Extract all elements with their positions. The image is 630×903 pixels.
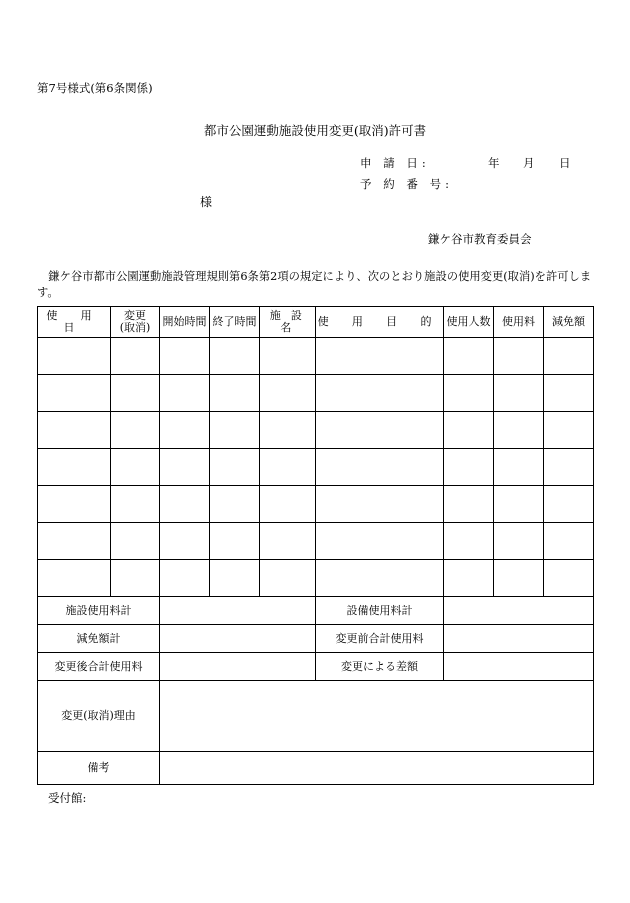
reduction-cell[interactable] <box>544 523 594 560</box>
start-time-cell[interactable] <box>160 486 210 523</box>
reduction-total-value[interactable] <box>160 625 316 653</box>
start-time-cell[interactable] <box>160 412 210 449</box>
facility-fee-total-label: 施設使用料計 <box>38 597 160 625</box>
use-date-cell[interactable] <box>38 486 111 523</box>
remarks-value[interactable] <box>160 752 594 785</box>
header-reduction: 減免額 <box>544 307 594 338</box>
end-time-cell[interactable] <box>210 486 260 523</box>
difference-value[interactable] <box>444 653 594 681</box>
header-fee: 使用料 <box>494 307 544 338</box>
change-cell[interactable] <box>111 338 160 375</box>
reduction-cell[interactable] <box>544 412 594 449</box>
table-row <box>38 375 594 412</box>
reduction-cell[interactable] <box>544 486 594 523</box>
facility-name-cell[interactable] <box>260 412 316 449</box>
use-date-cell[interactable] <box>38 449 111 486</box>
summary-row-facility-fee <box>38 597 594 625</box>
use-date-cell[interactable] <box>38 338 111 375</box>
end-time-cell[interactable] <box>210 523 260 560</box>
reason-row <box>38 681 594 752</box>
header-headcount: 使用人数 <box>444 307 494 338</box>
end-time-cell[interactable] <box>210 338 260 375</box>
usage-table <box>37 306 594 785</box>
reason-label: 変更(取消)理由 <box>38 681 160 752</box>
purpose-cell[interactable] <box>316 486 444 523</box>
reduction-cell[interactable] <box>544 449 594 486</box>
use-date-cell[interactable] <box>38 375 111 412</box>
form-number: 第7号様式(第6条関係) <box>37 81 153 95</box>
headcount-cell[interactable] <box>444 449 494 486</box>
before-change-total-value[interactable] <box>444 625 594 653</box>
header-start-time: 開始時間 <box>160 307 210 338</box>
equipment-fee-total-value[interactable] <box>444 597 594 625</box>
permission-statement: 鎌ケ谷市都市公園運動施設管理規則第6条第2項の規定により、次のとおり施設の使用変更(取消)を許可します。 <box>37 270 592 299</box>
change-cell[interactable] <box>111 523 160 560</box>
header-end-time: 終了時間 <box>210 307 260 338</box>
reduction-cell[interactable] <box>544 375 594 412</box>
start-time-cell[interactable] <box>160 449 210 486</box>
table-row <box>38 560 594 597</box>
issuer-name: 鎌ケ谷市教育委員会 <box>428 232 532 246</box>
fee-cell[interactable] <box>494 560 544 597</box>
change-cell[interactable] <box>111 412 160 449</box>
reduction-cell[interactable] <box>544 338 594 375</box>
change-cell[interactable] <box>111 375 160 412</box>
headcount-cell[interactable] <box>444 486 494 523</box>
use-date-cell[interactable] <box>38 412 111 449</box>
day-unit-label: 日 <box>559 156 571 170</box>
addressee-honorific: 様 <box>200 195 213 209</box>
purpose-cell[interactable] <box>316 338 444 375</box>
fee-cell[interactable] <box>494 486 544 523</box>
table-row <box>38 338 594 375</box>
before-change-total-label: 変更前合計使用料 <box>316 625 444 653</box>
table-header-row <box>38 307 594 338</box>
facility-name-cell[interactable] <box>260 449 316 486</box>
facility-fee-total-value[interactable] <box>160 597 316 625</box>
headcount-cell[interactable] <box>444 523 494 560</box>
header-facility-name: 施 設 名 <box>260 307 316 338</box>
change-cell[interactable] <box>111 449 160 486</box>
facility-name-cell[interactable] <box>260 375 316 412</box>
fee-cell[interactable] <box>494 412 544 449</box>
change-cell[interactable] <box>111 486 160 523</box>
header-change: 変更 (取消) <box>111 307 160 338</box>
year-unit-label: 年 <box>488 156 500 170</box>
headcount-cell[interactable] <box>444 338 494 375</box>
remarks-label: 備考 <box>38 752 160 785</box>
table-row <box>38 523 594 560</box>
facility-name-cell[interactable] <box>260 338 316 375</box>
purpose-cell[interactable] <box>316 375 444 412</box>
fee-cell[interactable] <box>494 375 544 412</box>
equipment-fee-total-label: 設備使用料計 <box>316 597 444 625</box>
use-date-cell[interactable] <box>38 523 111 560</box>
fee-cell[interactable] <box>494 449 544 486</box>
facility-name-cell[interactable] <box>260 560 316 597</box>
summary-row-after-change <box>38 653 594 681</box>
end-time-cell[interactable] <box>210 375 260 412</box>
header-purpose: 使 用 目 的 <box>316 307 444 338</box>
purpose-cell[interactable] <box>316 449 444 486</box>
difference-label: 変更による差額 <box>316 653 444 681</box>
fee-cell[interactable] <box>494 523 544 560</box>
use-date-cell[interactable] <box>38 560 111 597</box>
end-time-cell[interactable] <box>210 412 260 449</box>
start-time-cell[interactable] <box>160 560 210 597</box>
headcount-cell[interactable] <box>444 412 494 449</box>
end-time-cell[interactable] <box>210 560 260 597</box>
reduction-cell[interactable] <box>544 560 594 597</box>
after-change-total-value[interactable] <box>160 653 316 681</box>
after-change-total-label: 変更後合計使用料 <box>38 653 160 681</box>
change-cell[interactable] <box>111 560 160 597</box>
start-time-cell[interactable] <box>160 375 210 412</box>
reason-value[interactable] <box>160 681 594 752</box>
table-row <box>38 449 594 486</box>
table-row <box>38 486 594 523</box>
fee-cell[interactable] <box>494 338 544 375</box>
summary-row-reduction <box>38 625 594 653</box>
remarks-row <box>38 752 594 785</box>
start-time-cell[interactable] <box>160 338 210 375</box>
purpose-cell[interactable] <box>316 412 444 449</box>
document-title: 都市公園運動施設使用変更(取消)許可書 <box>203 123 427 138</box>
facility-name-cell[interactable] <box>260 486 316 523</box>
reduction-total-label: 減免額計 <box>38 625 160 653</box>
purpose-cell[interactable] <box>316 560 444 597</box>
end-time-cell[interactable] <box>210 449 260 486</box>
headcount-cell[interactable] <box>444 375 494 412</box>
headcount-cell[interactable] <box>444 560 494 597</box>
reservation-number-label: 予 約 番 号: <box>360 177 454 191</box>
purpose-cell[interactable] <box>316 523 444 560</box>
application-date-label: 申 請 日: <box>360 156 430 170</box>
start-time-cell[interactable] <box>160 523 210 560</box>
table-row <box>38 412 594 449</box>
header-use-date: 使 用 日 <box>38 307 111 338</box>
reception-facility-label: 受付館: <box>48 791 87 805</box>
month-unit-label: 月 <box>523 156 535 170</box>
facility-name-cell[interactable] <box>260 523 316 560</box>
